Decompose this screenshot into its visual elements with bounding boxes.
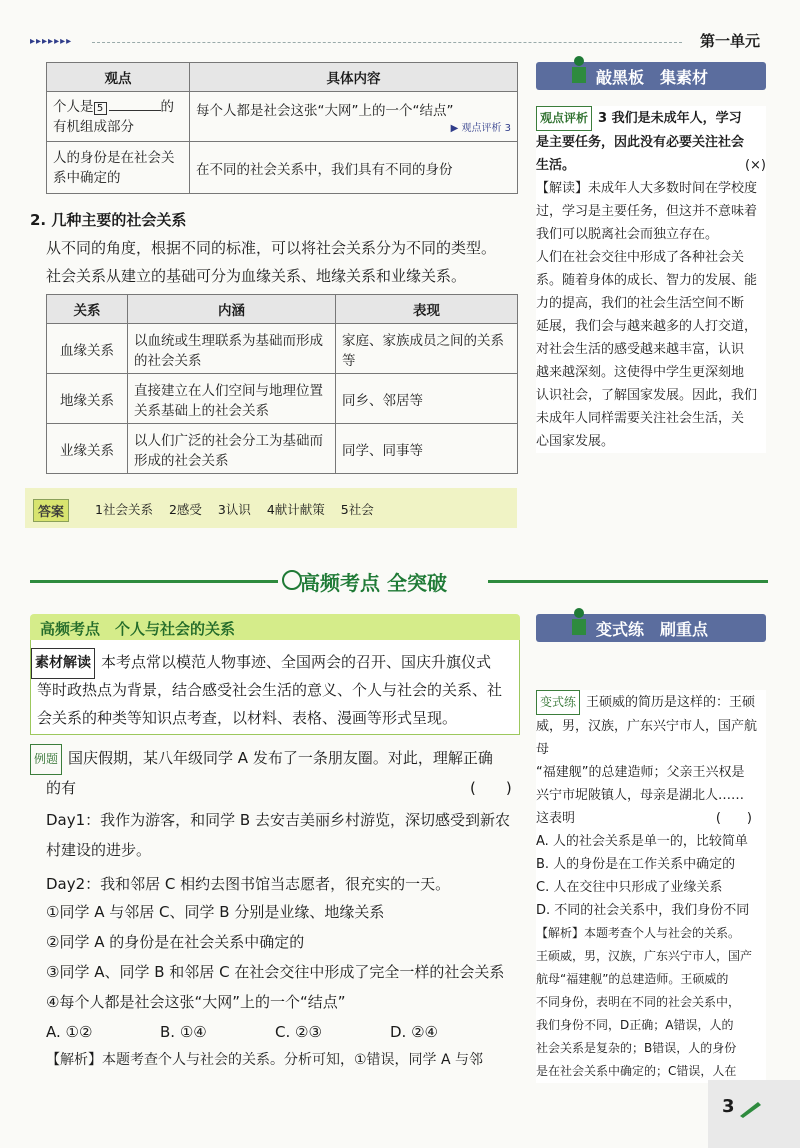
practice-option: C. 人在交往中只形成了业缘关系 [536,880,723,895]
practice-text: “福建舰”的总建造师；父亲王兴权是 [536,765,745,780]
option-statement: ③同学 A、同学 B 和邻居 C 在社会交往中形成了完全一样的社会关系 [46,963,505,981]
question-text: 生活。 [536,158,576,173]
example-stem [30,744,493,775]
blank-number: 5 [94,102,107,115]
answer-items [95,500,386,518]
focus-text: 会关系的种类等知识点考查，以材料、表格、漫画等形式呈现。 [37,709,458,727]
header-divider [92,42,682,43]
practice-option: B. 人的身份是在工作关系中确定的 [536,857,736,872]
explain-line: 力的提高，我们的社会生活空间不断 [536,296,745,311]
table-cell: 同学、同事等 [336,424,518,474]
explain-line: 延展，我们会与越来越多的人打交道， [536,319,758,334]
answer-item: 1社会关系 [95,502,153,517]
focus-box [30,640,520,735]
explain-line: 认识社会，了解国家发展。因此，我们 [536,388,758,403]
table-header: 内涵 [128,295,336,324]
unit-title: 第一单元 [700,32,761,50]
option-statement: ②同学 A 的身份是在社会关系中确定的 [46,933,305,951]
table-cell: 直接建立在人们空间与地理位置关系基础上的社会关系 [128,374,336,424]
table-cell: 人的身份是在社会关系中确定的 [47,142,190,194]
table-cell: 以血统或生理联系为基础而形成的社会关系 [128,324,336,374]
table-header: 观点 [47,63,190,92]
banner-line-left [30,580,278,583]
practice-text: 兴宁市坭陂镇人，母亲是湖北人…… [536,788,745,803]
answer-label: 答案 [33,499,69,522]
option-statement: ①同学 A 与邻居 C、同学 B 分别是业缘、地缘关系 [46,903,385,921]
right-header-1 [536,62,766,90]
table-cell: 地缘关系 [47,374,128,424]
example-text: 国庆假期，某八年级同学 A 发布了一条朋友圈。对此，理解正确 [68,749,493,767]
question-text: 是主要任务，因此没有必要关注社会 [536,135,745,150]
page-number: 3 [722,1096,735,1117]
analysis-line: 不同身份，表明在不同的社会关系中， [536,995,741,1009]
explain-line: 我们可以脱离社会而独立存在。 [536,227,719,242]
section-title: 2. 几种主要的社会关系 [30,211,187,229]
explain-line: 越来越深刻。这使得中学生更深刻地 [536,365,745,380]
right-box-2 [536,690,766,1083]
question-text: 3 我们是未成年人，学习 [598,111,742,126]
analysis-text: 【解析】本题考查个人与社会的关系。分析可知，①错误，同学 A 与邻 [46,1052,484,1068]
analysis-line: 航母“福建舰”的总建造师。王硕威的 [536,972,729,986]
judgement-mark: (×) [744,158,766,173]
practice-text: 这表明 [536,811,576,826]
pen-icon [738,1098,762,1118]
option-statement: ④每个人都是社会这张“大网”上的一个“结点” [46,993,346,1011]
table-cell: 业缘关系 [47,424,128,474]
table-cell: 在不同的社会关系中，我们具有不同的身份 [190,142,518,194]
analysis-line: 我们身份不同，D正确；A错误，人的 [536,1018,734,1032]
answer-item: 3认识 [217,502,251,517]
right-header-2 [536,614,766,642]
example-text: Day1：我作为游客，和同学 B 去安吉美丽乡村游览，深切感受到新农 [46,811,510,829]
focus-text: 本考点常以模范人物事迹、全国两会的召开、国庆升旗仪式 [101,653,492,671]
relation-table [46,294,518,474]
focus-text: 等时政热点为背景，结合感受社会生活的意义、个人与社会的关系、社 [37,681,503,699]
right-box-1 [536,106,766,453]
example-text: 的有 [46,779,77,797]
explain-line: 系。随着身体的成长、智力的发展、能 [536,273,758,288]
focus-header [30,614,520,640]
table-cell [47,92,190,142]
table-header: 具体内容 [190,63,518,92]
banner-line-right [488,580,768,583]
answer-item: 5社会 [340,502,374,517]
viewpoint-tag: 观点评析 [536,106,592,131]
cell-text: 的有机组成部分 [53,98,174,135]
analysis-line: 是在社会关系中确定的；C错误，人在 [536,1064,737,1078]
answer-paren: ( ) [715,811,752,826]
explain-line: 人们在社会交往中形成了各种社会关 [536,250,745,265]
analysis-line: 社会关系是复杂的；B错误，人的身份 [536,1041,737,1055]
material-tag: 素材解读 [31,648,95,679]
analysis-line: 王硕威，男，汉族，广东兴宁市人，国产 [536,949,753,963]
cell-text: 每个人都是社会这张“大网”上的一个“结点” [196,103,454,119]
teacher-icon [566,54,592,88]
student-icon [566,606,592,640]
right-header-title: 敲黑板 集素材 [596,68,709,87]
practice-text: 威，男，汉族，广东兴宁市人，国产航母 [536,719,758,757]
paragraph: 从不同的角度，根据不同的标准，可以将社会关系分为不同的类型。 [46,239,497,257]
viewpoint-link[interactable]: ▶ 观点评析 3 [450,123,511,134]
paragraph: 社会关系从建立的基础可分为血缘关系、地缘关系和业缘关系。 [46,267,467,285]
practice-tag: 变式练 [536,690,580,715]
explain-line: 过，学习是主要任务，但这并不意味着 [536,204,758,219]
focus-title: 高频考点 个人与社会的关系 [40,620,236,638]
practice-option: A. 人的社会关系是单一的，比较简单 [536,834,748,849]
header-dots: ▸▸▸▸▸▸▸ [30,36,73,47]
answer-item: 2感受 [168,502,202,517]
answer-paren: ( ) [470,779,512,797]
choice: A. ①② [46,1023,93,1041]
table-header: 关系 [47,295,128,324]
cell-text: 个人是 [53,98,94,115]
choice: C. ②③ [275,1023,322,1041]
table-cell: 同乡、邻居等 [336,374,518,424]
example-text: Day2：我和邻居 C 相约去图书馆当志愿者，很充实的一天。 [46,875,451,893]
gear-icon [282,570,302,590]
explain-line: 【解读】未成年人大多数时间在学校度 [536,181,758,196]
fill-blank [109,110,161,111]
example-text: 村建设的进步。 [46,841,152,859]
explain-line: 未成年人同样需要关注社会生活，关 [536,411,745,426]
explain-line: 心国家发展。 [536,434,615,449]
table-cell: 家庭、家族成员之间的关系等 [336,324,518,374]
table-cell: 血缘关系 [47,324,128,374]
banner-title: 高频考点 全突破 [300,571,447,595]
practice-option: D. 不同的社会关系中，我们身份不同 [536,903,750,918]
explain-line: 对社会生活的感受越来越丰富，认识 [536,342,745,357]
answer-bar [25,488,517,528]
table-header: 表现 [336,295,518,324]
table-cell: 以人们广泛的社会分工为基础而形成的社会关系 [128,424,336,474]
answer-item: 4献计献策 [266,502,325,517]
example-tag: 例题 [30,744,62,775]
practice-text: 王硕威的简历是这样的：王硕 [586,695,756,710]
analysis-line: 【解析】本题考查个人与社会的关系。 [536,926,741,940]
choice: D. ②④ [390,1023,438,1041]
focus-line [31,648,517,679]
choice: B. ①④ [160,1023,207,1041]
table-cell [190,92,518,142]
right-header-title: 变式练 刷重点 [596,620,709,639]
viewpoint-table [46,62,518,194]
